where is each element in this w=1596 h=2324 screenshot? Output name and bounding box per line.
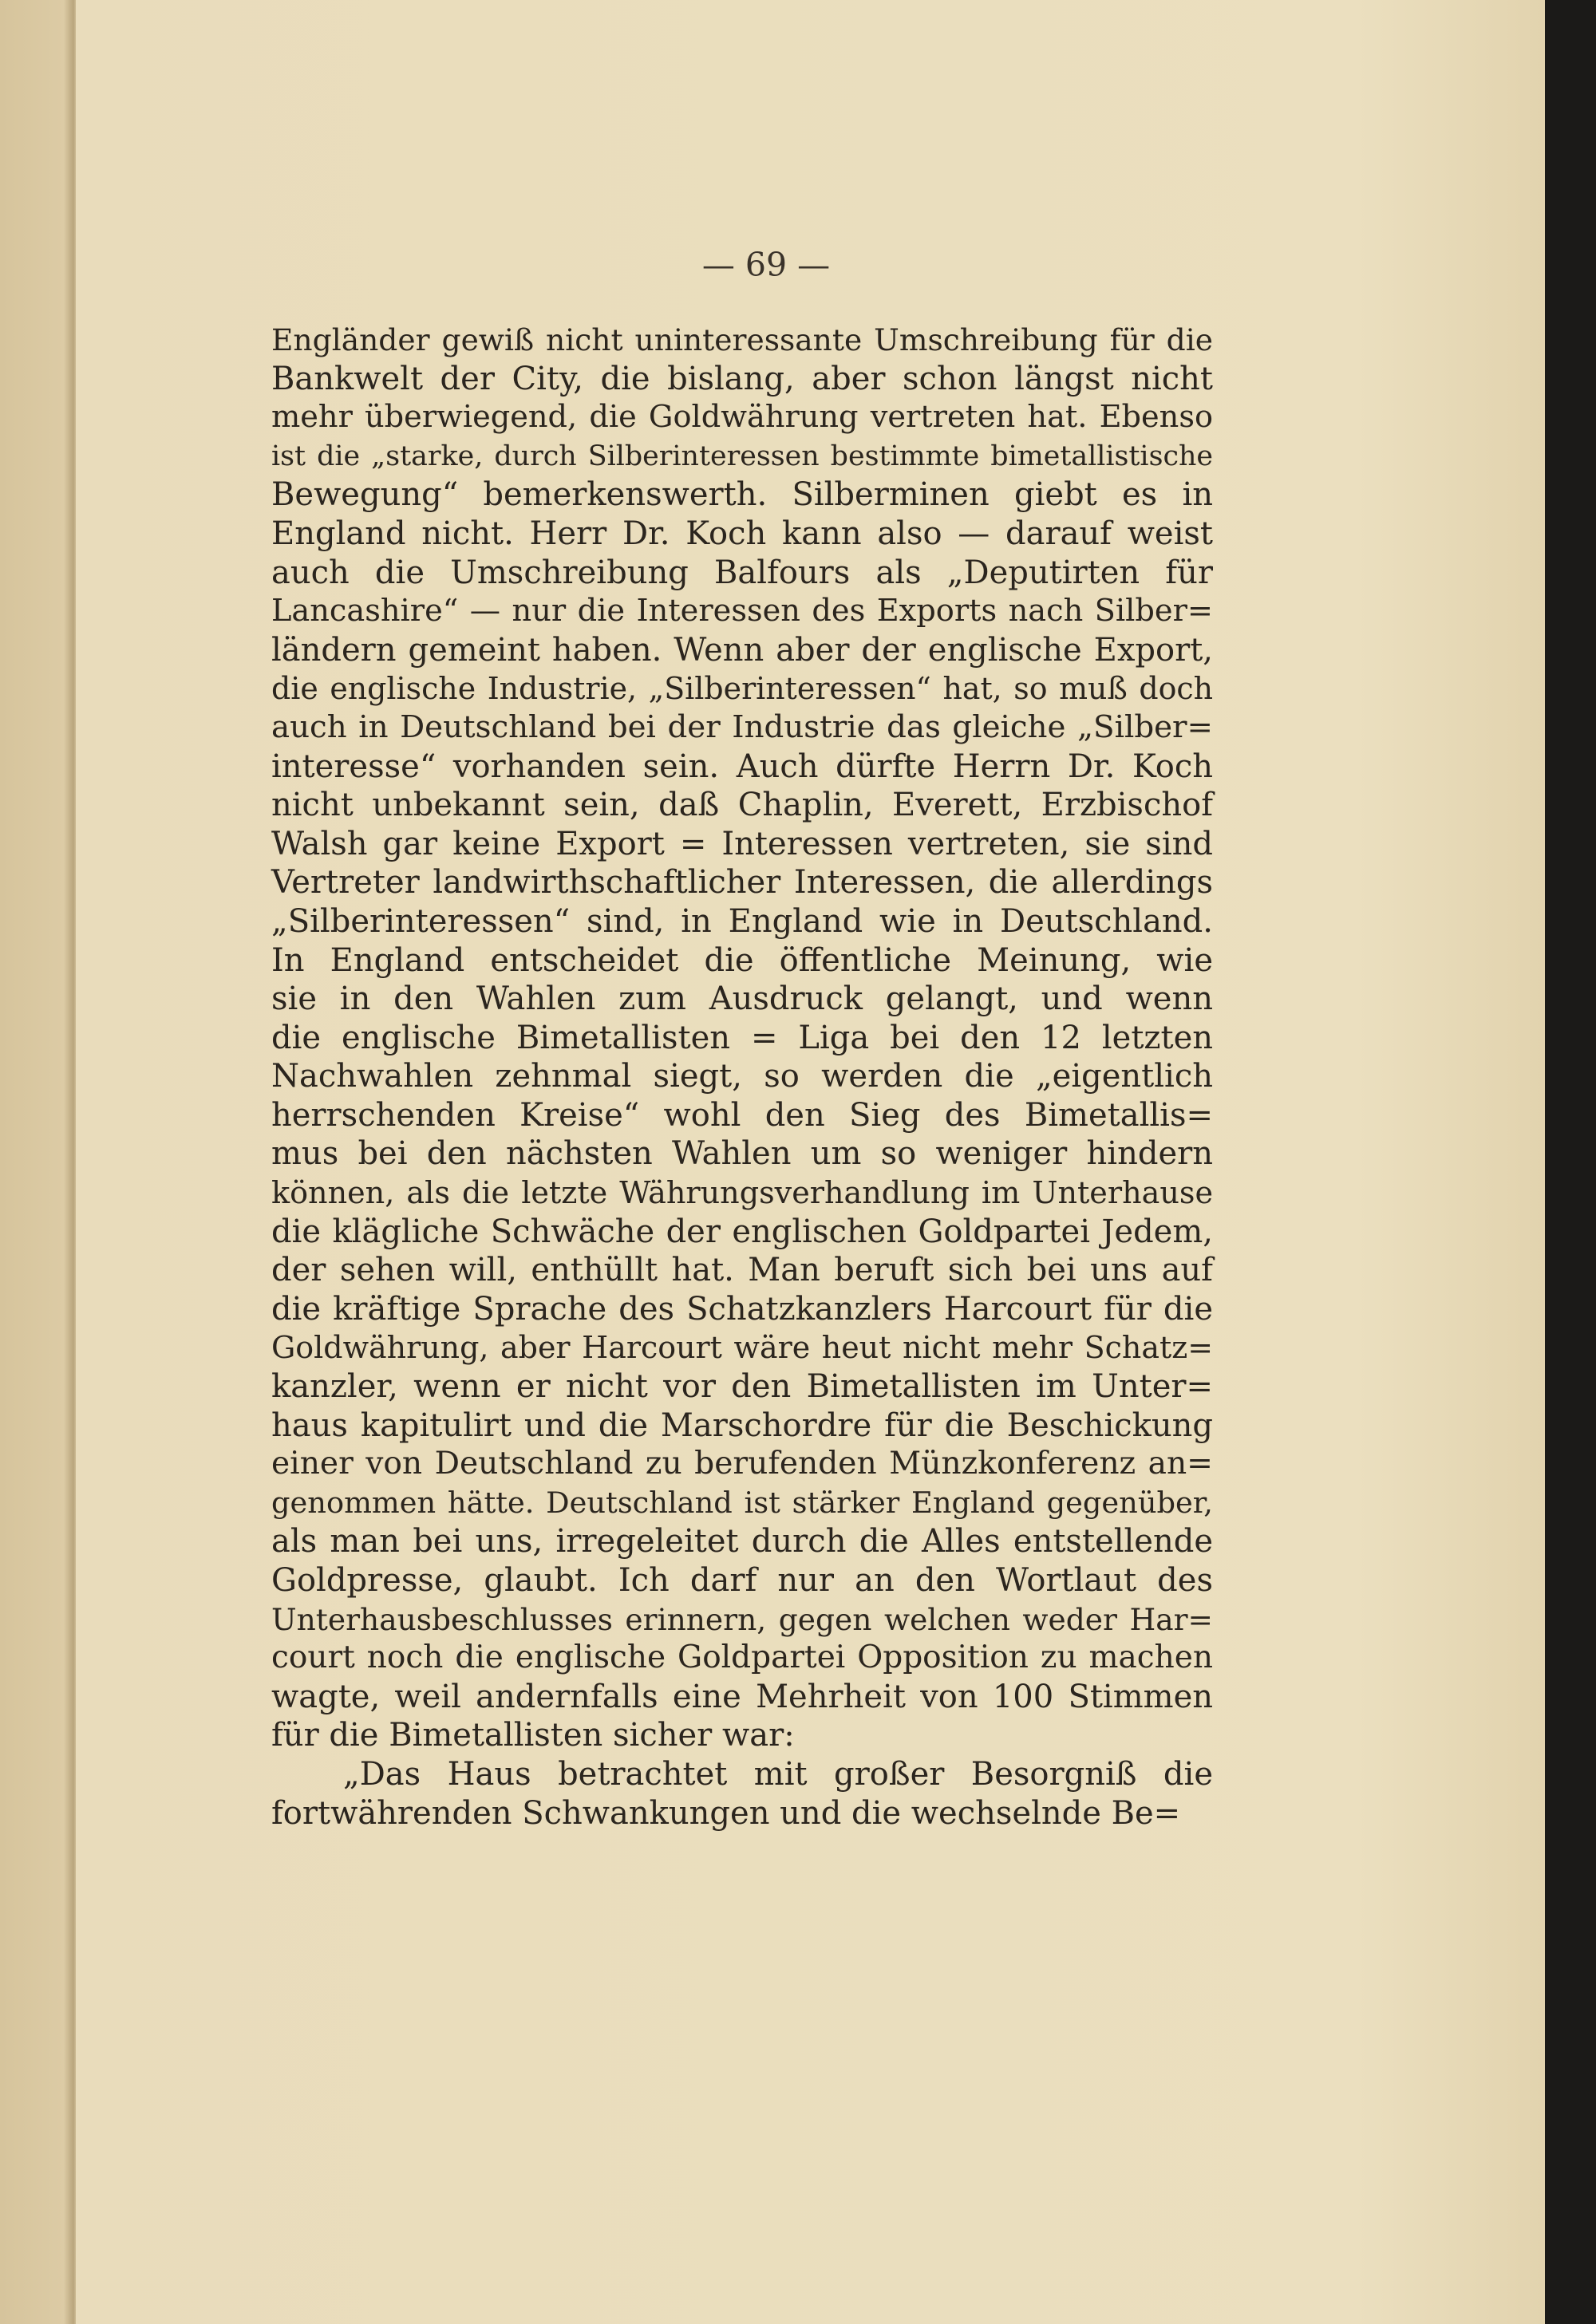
text-line: „Das Haus betrachtet mit großer Besorgniß die: [343, 1755, 1213, 1793]
text-line: die kräftige Sprache des Schatzkanzlers Harcourt für die: [271, 1290, 1213, 1328]
text-line: Lancashire“ — nur die Interessen des Exports nach Silber=: [271, 593, 1213, 629]
text-line: court noch die englische Goldpartei Opposition zu machen: [271, 1639, 1213, 1676]
text-line: sie in den Wahlen zum Ausdruck gelangt, und wenn: [271, 980, 1213, 1018]
text-line: für die Bimetallisten sicher war:: [271, 1717, 795, 1754]
text-line: haus kapitulirt und die Marschordre für die Beschickung: [271, 1407, 1213, 1444]
text-line: auch die Umschreibung Balfours als „Deputirten für: [271, 554, 1213, 591]
text-line: Vertreter landwirthschaftlicher Interessen, die allerdings: [271, 864, 1213, 902]
text-line: als man bei uns, irregeleitet durch die Alles entstellende: [271, 1523, 1213, 1561]
page-number: — 69 —: [701, 246, 831, 284]
text-line: Engländer gewiß nicht uninteressante Umschreibung für die: [271, 322, 1213, 357]
text-line: Goldwährung, aber Harcourt wäre heut nicht mehr Schatz=: [271, 1330, 1213, 1366]
text-line: „Silberinteressen“ sind, in England wie in Deutschland.: [271, 902, 1213, 940]
text-line: Walsh gar keine Export = Interessen vertreten, sie sind: [271, 825, 1213, 862]
text-line: ländern gemeint haben. Wenn aber der englische Export,: [271, 631, 1213, 669]
body-text: [271, 321, 1213, 1833]
text-line: herrschenden Kreise“ wohl den Sieg des Bimetallis=: [271, 1096, 1213, 1134]
text-line: wagte, weil andernfalls eine Mehrheit von 100 Stimmen: [271, 1678, 1213, 1715]
text-line: England nicht. Herr Dr. Koch kann also — darauf weist: [271, 515, 1213, 552]
text-line: mehr überwiegend, die Goldwährung vertreten hat. Ebenso: [271, 399, 1213, 436]
text-line: fortwährenden Schwankungen und die wechselnde Be=: [271, 1794, 1181, 1832]
book-gutter: [0, 0, 76, 2324]
text-line: genommen hätte. Deutschland ist stärker England gegenüber,: [271, 1485, 1213, 1520]
text-line: interesse“ vorhanden sein. Auch dürfte Herrn Dr. Koch: [271, 748, 1213, 785]
text-line: Unterhausbeschlusses erinnern, gegen welchen weder Har=: [271, 1601, 1213, 1637]
text-line: nicht unbekannt sein, daß Chaplin, Everett, Erzbischof: [271, 787, 1213, 824]
text-line: Bankwelt der City, die bislang, aber schon längst nicht: [271, 360, 1213, 397]
text-line: auch in Deutschland bei der Industrie das gleiche „Silber=: [271, 708, 1213, 745]
text-line: der sehen will, enthüllt hat. Man beruft sich bei uns auf: [271, 1252, 1213, 1289]
text-line: In England entscheidet die öffentliche Meinung, wie: [271, 941, 1213, 979]
text-line: ist die „starke, durch Silberinteressen bestimmte bimetallistische: [271, 440, 1213, 472]
text-line: die englische Industrie, „Silberinteressen“ hat, so muß doch: [271, 671, 1213, 707]
text-line: können, als die letzte Währungsverhandlung im Unterhause: [271, 1175, 1213, 1211]
text-line: die klägliche Schwäche der englischen Goldpartei Jedem,: [271, 1213, 1213, 1250]
text-line: kanzler, wenn er nicht vor den Bimetallisten im Unter=: [271, 1368, 1213, 1406]
text-line: die englische Bimetallisten = Liga bei den 12 letzten: [271, 1019, 1213, 1056]
text-line: mus bei den nächsten Wahlen um so weniger hindern: [271, 1135, 1213, 1173]
text-line: einer von Deutschland zu berufenden Münzkonferenz an=: [271, 1446, 1213, 1482]
text-line: Goldpresse, glaubt. Ich darf nur an den Wortlaut des: [271, 1562, 1213, 1599]
text-line: Bewegung“ bemerkenswerth. Silberminen giebt es in: [271, 476, 1213, 514]
text-line: Nachwahlen zehnmal siegt, so werden die „eigentlich: [271, 1058, 1213, 1095]
